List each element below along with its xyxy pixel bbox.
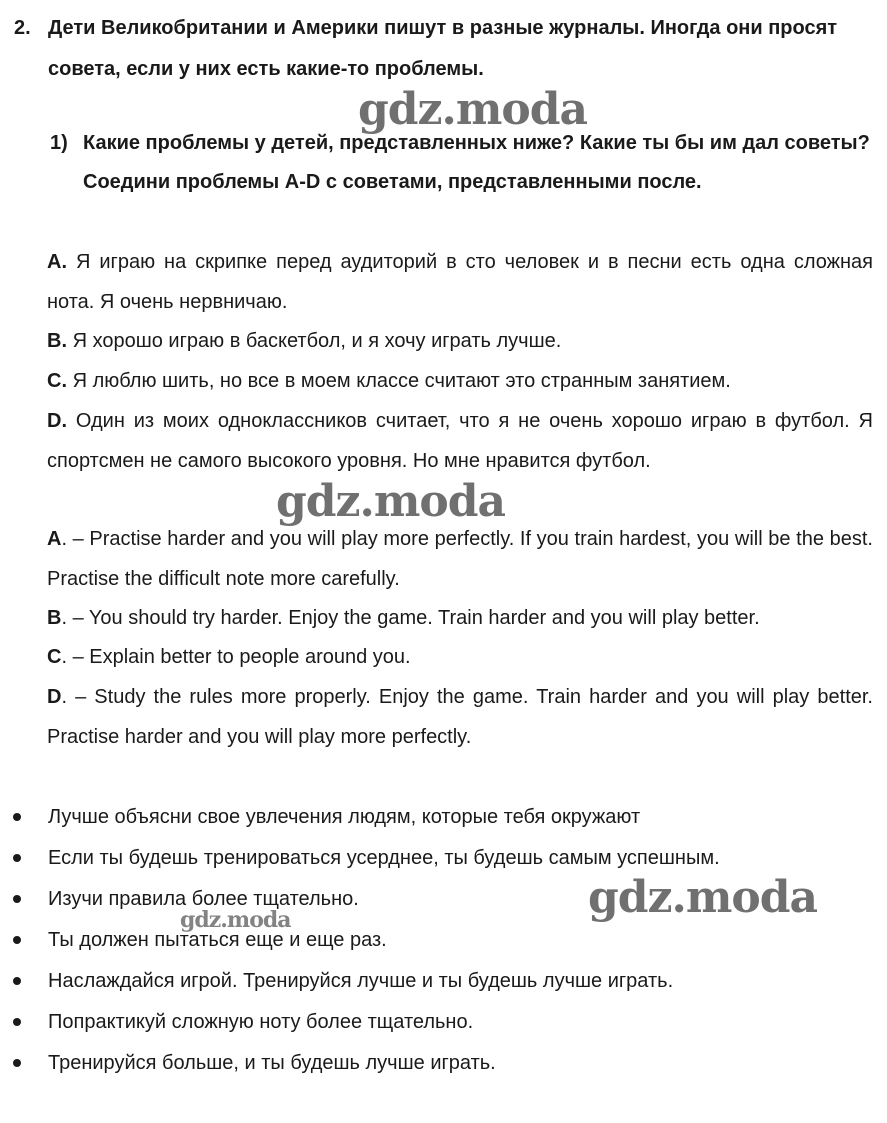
watermark: gdz.moda bbox=[358, 84, 588, 135]
task-heading bbox=[14, 8, 874, 90]
problem-b bbox=[47, 322, 873, 362]
watermark: gdz.moda bbox=[276, 476, 506, 527]
answer-letter: C bbox=[47, 646, 62, 668]
problem-a bbox=[47, 243, 873, 322]
answer-text: . – Study the rules more properly. Enjoy the game. Train harder and you will play better. Practise harder and you will play more perfectly. bbox=[47, 686, 873, 748]
subtask-number: 1) bbox=[50, 132, 68, 154]
list-item-text: Наслаждайся игрой. Тренируйся лучше и ты будешь лучше играть. bbox=[48, 970, 674, 992]
answer-letter: D bbox=[47, 686, 62, 708]
problem-letter: D. bbox=[47, 410, 67, 432]
task-number: 2. bbox=[14, 17, 31, 39]
list-item-text: Ты должен пытаться еще и еще раз. bbox=[48, 929, 387, 951]
answer-d bbox=[47, 678, 873, 757]
problem-text: Я люблю шить, но все в моем классе считают это странным занятием. bbox=[72, 370, 731, 392]
answer-letter: B bbox=[47, 607, 62, 629]
answer-text: . – Explain better to people around you. bbox=[61, 646, 411, 668]
bullet-icon bbox=[13, 1018, 21, 1026]
answer-text: . – Practise harder and you will play more perfectly. If you train hardest, you will be the best. Practise the difficult note more carefully. bbox=[47, 528, 873, 590]
answer-c bbox=[47, 638, 873, 678]
watermark: gdz.moda bbox=[180, 907, 291, 933]
list-item-text: Изучи правила более тщательно. bbox=[48, 888, 359, 910]
problem-letter: A. bbox=[47, 251, 67, 273]
bullet-icon bbox=[13, 936, 21, 944]
list-item-text: Попрактикуй сложную ноту более тщательно. bbox=[48, 1011, 474, 1033]
answer-a bbox=[47, 520, 873, 599]
bullet-icon bbox=[13, 813, 21, 821]
list-item bbox=[0, 961, 887, 1002]
problem-c bbox=[47, 362, 873, 402]
watermark: gdz.moda bbox=[588, 872, 818, 923]
subtask-text: Какие проблемы у детей, представленных ниже? Какие ты бы им дал советы? Соедини проблемы A-D с советами, представленными после. bbox=[83, 132, 870, 193]
list-item bbox=[0, 797, 887, 838]
problem-text: Я играю на скрипке перед аудиторий в сто человек и в песни есть одна сложная нота. Я очень нервничаю. bbox=[47, 251, 873, 313]
list-item-text: Если ты будешь тренироваться усерднее, ты будешь самым успешным. bbox=[48, 847, 720, 869]
problem-text: Я хорошо играю в баскетбол, и я хочу играть лучше. bbox=[72, 330, 562, 352]
answer-letter: A bbox=[47, 528, 62, 550]
list-item bbox=[0, 920, 887, 961]
bullet-icon bbox=[13, 977, 21, 985]
list-item-text: Лучше объясни свое увлечения людям, которые тебя окружают bbox=[48, 806, 641, 828]
advice-list bbox=[0, 797, 887, 1084]
answer-b bbox=[47, 599, 873, 639]
bullet-icon bbox=[13, 895, 21, 903]
list-item-text: Тренируйся больше, и ты будешь лучше играть. bbox=[48, 1052, 496, 1074]
problem-letter: B. bbox=[47, 330, 67, 352]
task-text: Дети Великобритании и Америки пишут в разные журналы. Иногда они просят совета, если у них есть какие-то проблемы. bbox=[48, 17, 838, 80]
problem-d bbox=[47, 402, 873, 481]
answer-text: . – You should try harder. Enjoy the game. Train harder and you will play better. bbox=[61, 607, 760, 629]
list-item bbox=[0, 1002, 887, 1043]
problem-letter: C. bbox=[47, 370, 67, 392]
problem-text: Один из моих одноклассников считает, что я не очень хорошо играю в футбол. Я спортсмен не самого высокого уровня. Но мне нравится футбол. bbox=[47, 410, 873, 472]
list-item bbox=[0, 1043, 887, 1084]
subtask-heading bbox=[50, 124, 872, 202]
bullet-icon bbox=[13, 1059, 21, 1067]
bullet-icon bbox=[13, 854, 21, 862]
